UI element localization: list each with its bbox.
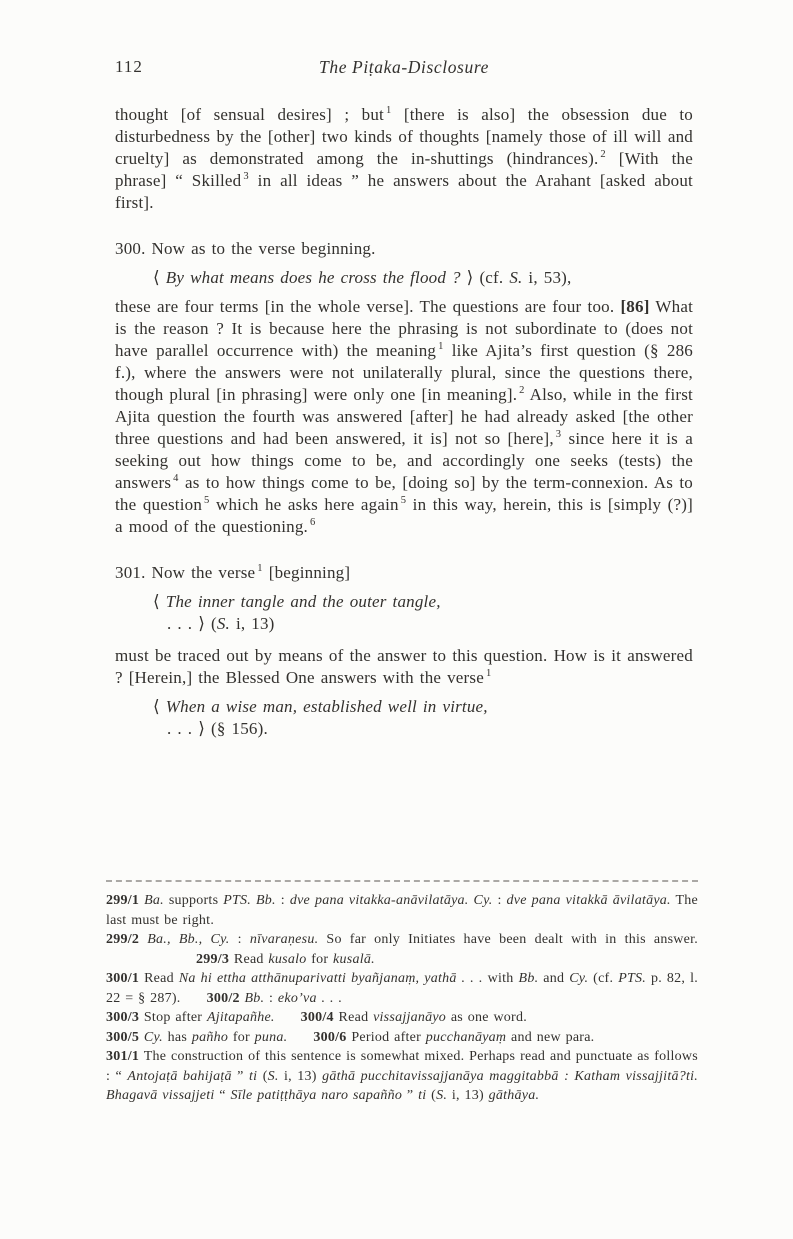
footnote-reference-superscript: 1 bbox=[257, 563, 263, 575]
text-run: “ bbox=[214, 1088, 231, 1103]
footnote-300-1-and-300-2 bbox=[106, 969, 698, 1008]
text-run: as to how things come to be, [doing so] by the term-connexion. As to the question bbox=[115, 473, 693, 514]
text-run: Also, while in the first Ajita question the fourth was answered [after] he had already asked [the other three questions and had been answered, it is] not so [here], bbox=[115, 385, 693, 448]
text-run: eko’va . . . bbox=[277, 990, 343, 1006]
text-run: thought [of sensual desires] ; but bbox=[115, 105, 384, 124]
text-run: 299/2 bbox=[106, 932, 140, 947]
text-run: 300/1 bbox=[106, 971, 140, 986]
text-run: ” bbox=[231, 1068, 249, 1084]
text-run: Cy. bbox=[473, 893, 493, 908]
section-301-paragraph bbox=[115, 645, 693, 689]
body-text-blocks bbox=[115, 104, 693, 749]
footnote-301-1 bbox=[106, 1047, 698, 1106]
section-300-heading bbox=[115, 238, 693, 260]
text-run: ( bbox=[426, 1088, 437, 1103]
section-300-paragraph bbox=[115, 296, 693, 538]
footnote-reference-superscript: 1 bbox=[485, 668, 492, 680]
footnote-299-2-and-299-3 bbox=[106, 930, 698, 969]
text-run: Bb. bbox=[518, 971, 539, 986]
text-run: ti bbox=[249, 1068, 258, 1084]
footnote-separator-rule bbox=[106, 880, 698, 882]
text-run: The last must be right. bbox=[106, 893, 699, 928]
text-run: as one word. bbox=[446, 1010, 527, 1025]
text-run: 299/3 bbox=[196, 951, 230, 967]
text-run: Cy. bbox=[143, 1029, 163, 1045]
text-run: S. bbox=[436, 1088, 448, 1103]
footnote-reference-superscript: 3 bbox=[243, 171, 249, 183]
text-run: 300/2 bbox=[206, 990, 240, 1006]
footnote-reference-superscript: 2 bbox=[519, 385, 525, 397]
footnote-300-3-and-300-4 bbox=[106, 1008, 698, 1028]
text-run: ( bbox=[257, 1068, 268, 1084]
text-run: Read bbox=[333, 1010, 374, 1025]
text-run: 301. Now the verse bbox=[115, 563, 256, 582]
footnotes-area bbox=[106, 880, 698, 1106]
text-run: S. bbox=[216, 614, 230, 633]
text-run: ti bbox=[418, 1088, 427, 1103]
text-run: gāthā pucchitavissajjanāya maggitabbā : Katham vissajjitā?ti. Bhagavā vissajjeti bbox=[106, 1068, 698, 1103]
verse-quotation-wise-man-citation bbox=[167, 718, 693, 740]
text-run: for bbox=[306, 951, 334, 967]
text-run: these are four terms [in the whole verse]. The questions are four too. bbox=[115, 297, 621, 316]
text-run: ” bbox=[402, 1088, 419, 1103]
text-run: [beginning] bbox=[262, 563, 351, 582]
text-run: : bbox=[492, 893, 507, 908]
text-run: Read bbox=[229, 951, 269, 967]
text-run: The inner tangle and the outer tangle, bbox=[165, 592, 441, 611]
running-head bbox=[115, 57, 693, 81]
footnote-reference-superscript: 1 bbox=[438, 341, 444, 353]
footnote-300-5-and-300-6 bbox=[106, 1028, 698, 1048]
text-run: (cf. bbox=[588, 971, 619, 986]
text-run: kusalā. bbox=[333, 951, 375, 967]
text-run: Bb. bbox=[256, 893, 276, 908]
text-run: Read bbox=[139, 971, 179, 986]
text-run: ⟨ bbox=[153, 697, 166, 716]
footnote-reference-superscript: 6 bbox=[309, 517, 316, 529]
footnote-list bbox=[106, 891, 698, 1106]
text-run: 300/4 bbox=[300, 1010, 334, 1025]
text-run: which he asks here again bbox=[209, 495, 399, 514]
text-run: 301/1 bbox=[106, 1049, 140, 1064]
running-title: The Piṭaka-Disclosure bbox=[319, 57, 489, 77]
footnote-reference-superscript: 1 bbox=[385, 105, 392, 117]
text-run: pucchanāyaṃ bbox=[425, 1029, 507, 1045]
text-run: i, 13) bbox=[278, 1068, 323, 1084]
text-run: kusalo bbox=[268, 951, 307, 967]
text-run: By what means does he cross the flood ? bbox=[165, 268, 461, 287]
text-run: with bbox=[482, 971, 519, 986]
text-run: Ba., Bb., Cy. bbox=[147, 932, 230, 947]
footnote-reference-superscript: 4 bbox=[173, 473, 179, 485]
footnote-299-1 bbox=[106, 891, 698, 930]
text-run: : bbox=[264, 990, 278, 1006]
text-run: The construction of this sentence is somewhat mixed. Perhaps read and punctuate as follows : “ bbox=[106, 1049, 698, 1084]
text-run: 300. Now as to the verse beginning. bbox=[115, 239, 376, 258]
verse-quotation-tangle-citation bbox=[167, 613, 693, 635]
footnote-reference-superscript: 3 bbox=[555, 429, 562, 441]
text-run: Ajitapañhe. bbox=[206, 1010, 275, 1025]
page-number: 112 bbox=[115, 57, 143, 76]
text-run: . . . ⟩ (§ 156). bbox=[167, 719, 268, 738]
footnote-reference-superscript: 5 bbox=[204, 495, 210, 507]
text-run: gāthāya. bbox=[488, 1088, 540, 1103]
text-run: [86] bbox=[620, 297, 650, 316]
text-run: i, 13) bbox=[447, 1088, 489, 1103]
text-run: 300/3 bbox=[106, 1010, 140, 1025]
text-run: for bbox=[228, 1029, 255, 1045]
text-run: PTS. bbox=[223, 893, 252, 908]
text-run: Bb. bbox=[244, 990, 265, 1006]
text-run: S. bbox=[267, 1068, 279, 1084]
text-run: PTS. bbox=[618, 971, 647, 986]
text-run: . . . ⟩ ( bbox=[167, 614, 217, 633]
text-run: Period after bbox=[346, 1029, 426, 1045]
text-run: Na hi ettha atthānuparivatti byañjanaṃ, yathā . . . bbox=[178, 971, 483, 986]
text-run: What is the reason ? It is because here the phrasing is not subordinate to (does not have parallel occurrence with) the meaning bbox=[115, 297, 693, 360]
text-run: p. 82, l. 22 = § 287). bbox=[106, 971, 699, 1006]
text-run: dve pana vitakkā āvilatāya. bbox=[506, 893, 671, 908]
text-run: dve pana vitakka-anāvilatāya. bbox=[289, 893, 469, 908]
text-run: ⟩ (cf. bbox=[460, 268, 510, 287]
text-run: in this way, herein, this is [simply (?)] a mood of the questioning. bbox=[115, 495, 694, 536]
text-run: Cy. bbox=[569, 971, 589, 986]
text-run: 299/1 bbox=[106, 893, 140, 908]
text-run: 300/5 bbox=[106, 1029, 140, 1045]
text-run: pañho bbox=[191, 1029, 229, 1045]
text-run: puna. bbox=[254, 1029, 288, 1045]
text-run: ⟨ bbox=[153, 592, 166, 611]
text-run: Stop after bbox=[139, 1010, 207, 1025]
text-run: and new para. bbox=[506, 1029, 595, 1045]
footnote-reference-superscript: 5 bbox=[400, 495, 407, 507]
text-run: [there is also] the obsession due to disturbedness by the [other] two kinds of thoughts [namely those of ill will and cruelty] as demonstrated among the in-shuttings (hindrances). bbox=[115, 105, 693, 168]
text-run: : bbox=[275, 893, 290, 908]
verse-quotation-wise-man bbox=[153, 696, 693, 718]
text-run: : bbox=[229, 932, 250, 947]
text-run: When a wise man, established well in virtue, bbox=[165, 697, 488, 716]
text-run: and bbox=[538, 971, 570, 986]
continuation-paragraph bbox=[115, 104, 693, 214]
text-run: So far only Initiates have been dealt with in this answer. bbox=[318, 932, 699, 947]
text-run: ⟨ bbox=[153, 268, 166, 287]
text-run: Antojaṭā bahijaṭā bbox=[127, 1068, 232, 1084]
footnote-reference-superscript: 2 bbox=[600, 149, 606, 161]
text-run: 300/6 bbox=[313, 1029, 347, 1045]
text-run: S. bbox=[509, 268, 523, 287]
text-run: must be traced out by means of the answer to this question. How is it answered ? [Herein,] the Blessed One answers with the verse bbox=[115, 646, 693, 687]
text-run: i, 53), bbox=[522, 268, 572, 287]
text-run: i, 13) bbox=[230, 614, 275, 633]
text-run: vissajjanāyo bbox=[373, 1010, 447, 1025]
text-run: Ba. bbox=[144, 893, 164, 908]
section-301-heading bbox=[115, 562, 693, 584]
text-run: Sīle patiṭṭhāya naro sapañño bbox=[230, 1088, 403, 1103]
verse-quotation-tangle bbox=[153, 591, 693, 613]
text-run: nīvaraṇesu. bbox=[249, 932, 319, 947]
text-run: in all ideas ” he answers about the Arahant [asked about first]. bbox=[115, 171, 693, 212]
verse-quotation-flood bbox=[153, 267, 693, 289]
text-run: has bbox=[162, 1029, 192, 1045]
text-run: [With the phrase] “ Skilled bbox=[115, 149, 693, 190]
text-run: since here it is a seeking out how things come to be, and accordingly one seeks (tests) the answers bbox=[115, 429, 694, 492]
text-run: like Ajita’s first question (§ 286 f.), where the answers were not unilaterally plural, since the questions there, though plural [in phrasing] were only one [in meaning]. bbox=[115, 341, 693, 404]
text-run: supports bbox=[163, 893, 224, 908]
